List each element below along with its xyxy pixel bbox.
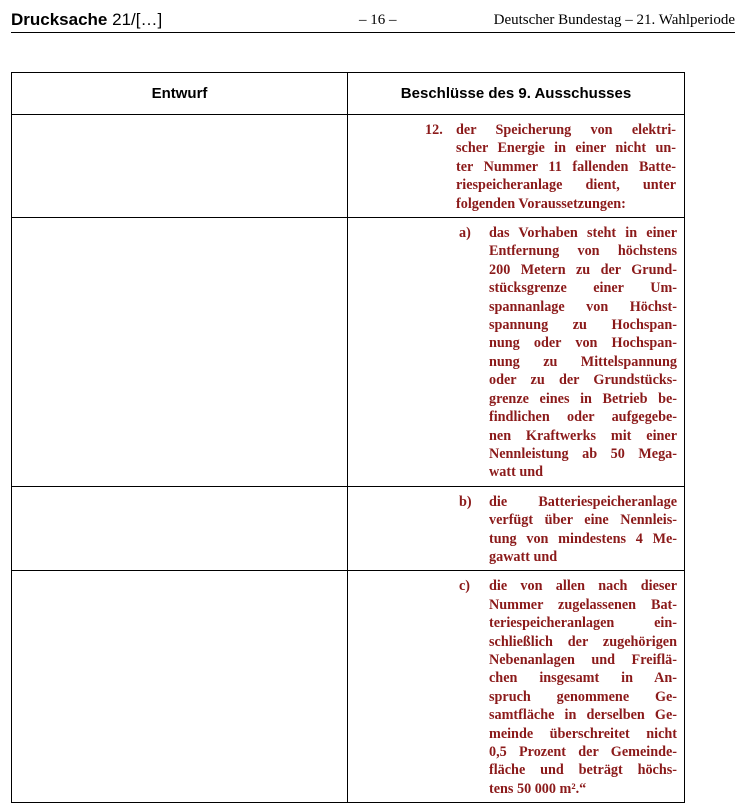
cell-entwurf [12,218,348,487]
text-line: der Speicherung von elektri- [456,122,676,138]
text-line: verfügt über eine Nennleis- [489,512,677,529]
text-line: meinde überschreitet nicht [489,725,677,742]
item-marker: b) [459,493,472,510]
text-line: watt und [489,464,544,481]
text-line: spannanlage von Höchst- [489,298,677,315]
text-line: folgenden Voraussetzungen: [456,195,626,212]
item-text [489,577,677,798]
table-row [12,218,685,487]
text-line: die von allen nach dieser [489,578,677,595]
text-line: nung oder von Hochspan- [489,335,677,352]
text-line: stücksgrenze einer Um- [489,280,677,297]
text-line: findlichen oder aufgegebe- [489,409,677,426]
cell-beschluss [348,115,685,218]
list-item-b [348,487,684,571]
table-row [12,115,685,218]
text-line: scher Energie in einer nicht un- [456,140,676,157]
text-line: tens 50 000 m².“ [489,780,587,797]
text-line: schließlich der zugehörigen [489,633,677,650]
text-line: riespeicheranlage dient, unter [456,177,676,194]
text-line: gawatt und [489,548,558,565]
text-line: nung zu Mittelspannung [489,353,677,370]
item-text [456,121,676,213]
column-header-entwurf: Entwurf [12,73,348,115]
column-header-beschluesse: Beschlüsse des 9. Ausschusses [348,73,685,115]
text-line: tung von mindestens 4 Me- [489,530,677,547]
text-line: grenze eines in Betrieb be- [489,390,677,407]
cell-beschluss [348,486,685,571]
document-number: Drucksache 21/[…] [11,10,163,29]
list-item-12 [348,115,684,217]
item-marker: 12. [425,122,443,138]
table-row [12,571,685,803]
text-line: nen Kraftwerks mit einer [489,427,677,444]
text-line: ter Nummer 11 fallenden Batte- [456,158,676,175]
list-item-c [348,571,684,802]
text-line: spruch genommene Ge- [489,688,677,705]
text-line: Entfernung von höchstens [489,243,677,260]
item-text [489,493,677,567]
cell-entwurf [12,486,348,571]
cell-entwurf [12,115,348,218]
item-marker: a) [459,225,471,242]
item-text [489,224,677,482]
parliament-term: Deutscher Bundestag – 21. Wahlperiode [493,12,735,28]
text-line: fläche und beträgt höchs- [489,762,677,779]
table-row [12,486,685,571]
item-marker: c) [459,578,471,595]
text-line: Nebenanlagen und Freiflä- [489,651,677,668]
text-line: Nummer zugelassenen Bat- [489,596,677,613]
text-line: spannung zu Hochspan- [489,317,677,334]
list-item-a [348,218,684,486]
text-line: samtfläche in derselben Ge- [489,707,677,724]
text-line: oder zu der Grundstücks- [489,372,677,389]
text-line: 0,5 Prozent der Gemeinde- [489,744,677,760]
page-number: – 16 – [359,12,397,28]
cell-beschluss [348,571,685,803]
table-header-row [12,73,685,115]
page-header [11,10,735,33]
text-line: das Vorhaben steht in einer [489,225,677,242]
text-line: teriespeicheranlagen ein- [489,615,677,632]
cell-beschluss [348,218,685,487]
text-line: die Batteriespeicheranlage [489,493,677,510]
text-line: Nennleistung ab 50 Mega- [489,445,677,462]
synopsis-table [11,72,685,803]
text-line: chen insgesamt in An- [489,670,677,687]
text-line: 200 Metern zu der Grund- [489,261,677,278]
cell-entwurf [12,571,348,803]
